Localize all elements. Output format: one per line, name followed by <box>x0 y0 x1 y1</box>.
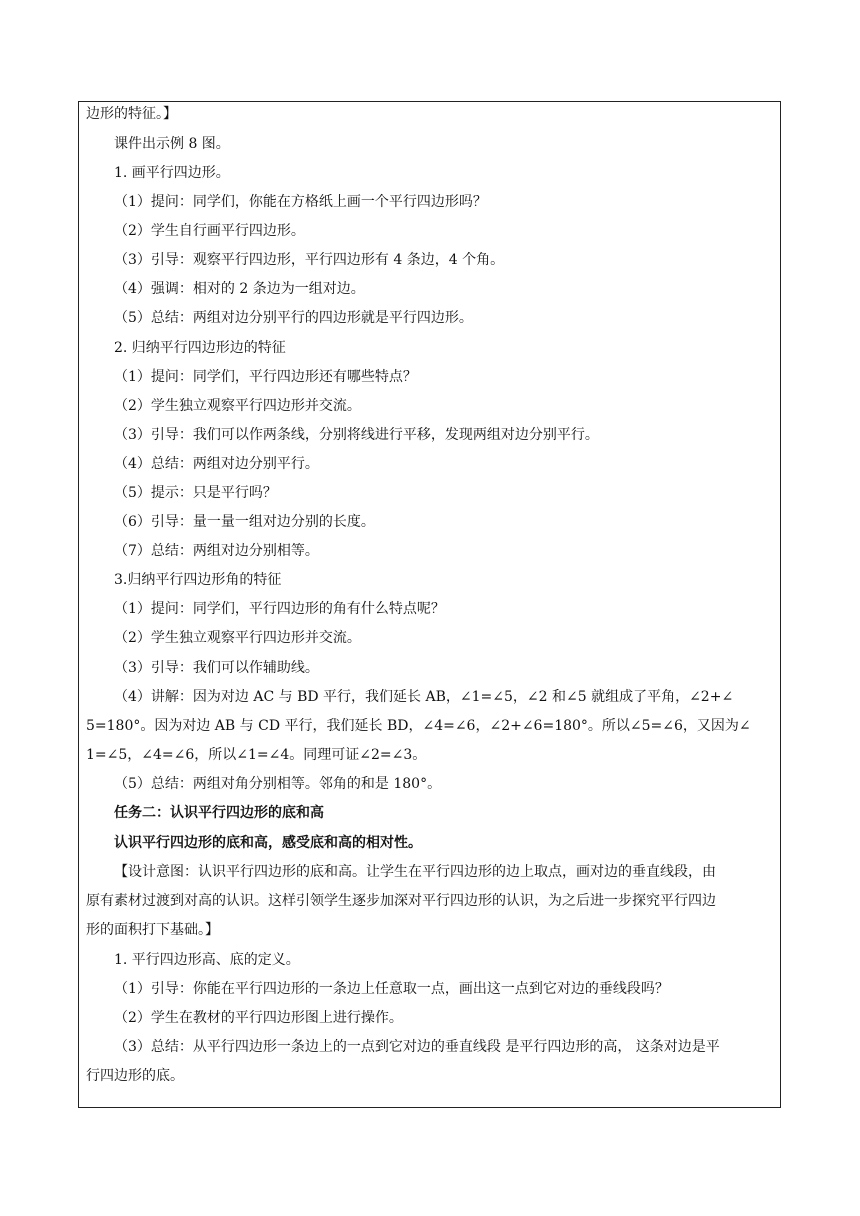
text-line: （3）总结：从平行四边形一条边上的一点到它对边的垂直线段 是平行四边形的高， 这条对边是平 <box>114 1039 720 1055</box>
text-line: 1. 画平行四边形。 <box>114 165 230 181</box>
text-line: 2. 归纳平行四边形边的特征 <box>114 340 286 356</box>
text-line: （2）学生在教材的平行四边形图上进行操作。 <box>114 1010 403 1026</box>
text-line: （1）提问：同学们，平行四边形还有哪些特点？ <box>114 369 417 385</box>
text-line: （4）强调：相对的 2 条边为一组对边。 <box>114 281 365 297</box>
text-line: （7）总结：两组对边分别相等。 <box>114 543 319 559</box>
text-line: （3）引导：我们可以作两条线，分别将线进行平移，发现两组对边分别平行。 <box>114 427 599 443</box>
text-line: 1. 平行四边形高、底的定义。 <box>114 952 300 968</box>
text-line: 课件出示例 8 图。 <box>114 136 230 152</box>
text-line: 5=180°。因为对边 AB 与 CD 平行，我们延长 BD，∠4=∠6，∠2+∠6=180°。所以∠5=∠6，又因为∠ <box>86 718 751 734</box>
text-line: 1=∠5，∠4=∠6，所以∠1=∠4。同理可证∠2=∠3。 <box>86 747 427 763</box>
text-line: 形的面积打下基础。】 <box>86 922 219 938</box>
text-line: （2）学生独立观察平行四边形并交流。 <box>114 398 361 414</box>
text-line: （4）总结：两组对边分别平行。 <box>114 456 319 472</box>
text-line: （3）引导：我们可以作辅助线。 <box>114 660 319 676</box>
text-line: （1）提问：同学们，你能在方格纸上画一个平行四边形吗？ <box>114 194 487 210</box>
text-line: 【设计意图：认识平行四边形的底和高。让学生在平行四边形的边上取点，画对边的垂直线段，由 <box>114 864 716 880</box>
text-line: （2）学生独立观察平行四边形并交流。 <box>114 630 361 646</box>
text-line: （5）总结：两组对角分别相等。邻角的和是 180°。 <box>114 776 442 792</box>
task-subheading: 认识平行四边形的底和高，感受底和高的相对性。 <box>114 835 422 851</box>
text-line: 边形的特征。】 <box>86 106 177 122</box>
text-line: （6）引导：量一量一组对边分别的长度。 <box>114 514 375 530</box>
text-line: （1）引导：你能在平行四边形的一条边上任意取一点，画出这一点到它对边的垂线段吗？ <box>114 981 669 997</box>
text-line: 原有素材过渡到对高的认识。这样引领学生逐步加深对平行四边形的认识，为之后进一步探究平行四边 <box>86 893 716 909</box>
text-line: （3）引导：观察平行四边形，平行四边形有 4 条边，4 个角。 <box>114 252 505 268</box>
text-line: （5）总结：两组对边分别平行的四边形就是平行四边形。 <box>114 310 473 326</box>
task-heading: 任务二：认识平行四边形的底和高 <box>114 805 324 821</box>
text-line: 行四边形的底。 <box>86 1068 184 1084</box>
text-line: （1）提问：同学们，平行四边形的角有什么特点呢？ <box>114 601 445 617</box>
text-line: （2）学生自行画平行四边形。 <box>114 223 305 239</box>
text-line: 3.归纳平行四边形角的特征 <box>114 572 282 588</box>
text-line: （4）讲解：因为对边 AC 与 BD 平行，我们延长 AB，∠1=∠5，∠2 和∠5 就组成了平角，∠2+∠ <box>114 689 734 705</box>
text-line: （5）提示：只是平行吗？ <box>114 485 277 501</box>
